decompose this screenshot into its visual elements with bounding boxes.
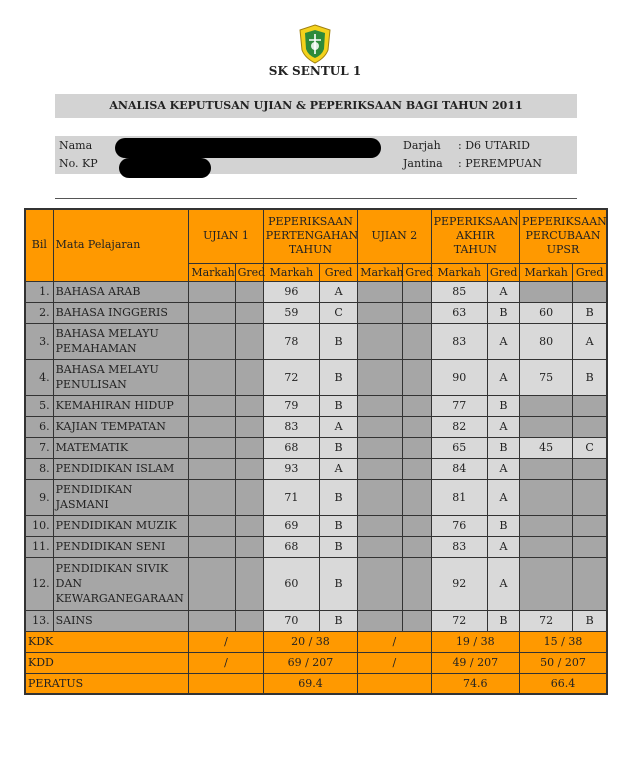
ujian1-markah-cell — [189, 359, 235, 395]
row-subject: MATEMATIK — [53, 437, 189, 458]
summary-row — [25, 652, 607, 673]
summary-ujian1: / — [189, 631, 263, 652]
akhir-markah: 81 — [431, 479, 487, 515]
row-bil: 12. — [25, 557, 53, 610]
summary-percubaan: 15 / 38 — [520, 631, 607, 652]
ujian2-gred-cell — [403, 416, 431, 437]
subheader-gred: Gred — [403, 263, 431, 281]
table-row — [25, 395, 607, 416]
summary-ujian2: / — [358, 631, 431, 652]
percubaan-markah — [520, 479, 573, 515]
summary-row — [25, 673, 607, 694]
ujian1-markah-cell — [189, 515, 235, 536]
ujian2-gred-cell — [403, 302, 431, 323]
redacted-name — [115, 138, 381, 158]
pertengahan-gred: A — [320, 281, 358, 302]
nama-label: Nama — [59, 139, 93, 152]
ujian2-gred-cell — [403, 323, 431, 359]
ujian1-gred-cell — [235, 610, 263, 631]
row-subject: KAJIAN TEMPATAN — [53, 416, 189, 437]
akhir-markah: 90 — [431, 359, 487, 395]
percubaan-gred: C — [573, 437, 607, 458]
pertengahan-gred: B — [320, 515, 358, 536]
percubaan-gred: A — [573, 323, 607, 359]
ujian1-gred-cell — [235, 437, 263, 458]
akhir-gred: A — [487, 416, 519, 437]
pertengahan-markah: 72 — [263, 359, 319, 395]
row-subject: BAHASA MELAYU PENULISAN — [53, 359, 189, 395]
table-row — [25, 302, 607, 323]
ujian2-markah-cell — [358, 479, 403, 515]
results-table — [24, 208, 608, 695]
table-row — [25, 323, 607, 359]
ujian1-gred-cell — [235, 557, 263, 610]
subheader-markah: Markah — [189, 263, 235, 281]
header-akhir: PEPERIKSAAN AKHIR TAHUN — [431, 209, 519, 263]
ujian2-markah-cell — [358, 416, 403, 437]
pertengahan-gred: B — [320, 437, 358, 458]
ujian1-markah-cell — [189, 557, 235, 610]
ujian2-gred-cell — [403, 610, 431, 631]
ujian1-markah-cell — [189, 395, 235, 416]
row-subject: BAHASA ARAB — [53, 281, 189, 302]
table-row — [25, 557, 607, 610]
ujian2-markah-cell — [358, 323, 403, 359]
row-bil: 4. — [25, 359, 53, 395]
pertengahan-gred: B — [320, 536, 358, 557]
akhir-markah: 65 — [431, 437, 487, 458]
percubaan-markah — [520, 557, 573, 610]
akhir-gred: A — [487, 536, 519, 557]
percubaan-markah — [520, 416, 573, 437]
subheader-gred: Gred — [487, 263, 519, 281]
akhir-gred: A — [487, 557, 519, 610]
subheader-markah: Markah — [263, 263, 319, 281]
summary-label: KDD — [25, 652, 189, 673]
darjah-value: : D6 UTARID — [458, 139, 530, 152]
ujian2-markah-cell — [358, 302, 403, 323]
ujian2-markah-cell — [358, 610, 403, 631]
summary-ujian1: / — [189, 652, 263, 673]
ujian1-markah-cell — [189, 437, 235, 458]
school-name: SK SENTUL 1 — [268, 64, 362, 78]
ujian1-gred-cell — [235, 479, 263, 515]
ujian1-markah-cell — [189, 302, 235, 323]
row-bil: 1. — [25, 281, 53, 302]
akhir-markah: 85 — [431, 281, 487, 302]
ujian2-gred-cell — [403, 395, 431, 416]
akhir-gred: A — [487, 458, 519, 479]
ujian1-markah-cell — [189, 416, 235, 437]
pertengahan-markah: 93 — [263, 458, 319, 479]
pertengahan-markah: 83 — [263, 416, 319, 437]
summary-percubaan: 50 / 207 — [520, 652, 607, 673]
summary-pertengahan: 20 / 38 — [263, 631, 357, 652]
school-crest-logo — [298, 24, 332, 64]
summary-ujian1 — [189, 673, 263, 694]
ujian1-gred-cell — [235, 395, 263, 416]
pertengahan-markah: 68 — [263, 536, 319, 557]
row-bil: 5. — [25, 395, 53, 416]
pertengahan-markah: 69 — [263, 515, 319, 536]
percubaan-markah — [520, 395, 573, 416]
subheader-gred: Gred — [573, 263, 607, 281]
summary-pertengahan: 69 / 207 — [263, 652, 357, 673]
percubaan-markah: 75 — [520, 359, 573, 395]
row-subject: BAHASA MELAYU PEMAHAMAN — [53, 323, 189, 359]
ujian1-markah-cell — [189, 536, 235, 557]
pertengahan-markah: 60 — [263, 557, 319, 610]
akhir-gred: B — [487, 302, 519, 323]
ujian2-gred-cell — [403, 359, 431, 395]
percubaan-markah — [520, 515, 573, 536]
row-bil: 13. — [25, 610, 53, 631]
header-ujian1: UJIAN 1 — [189, 209, 263, 263]
row-bil: 9. — [25, 479, 53, 515]
ujian1-gred-cell — [235, 281, 263, 302]
row-subject: PENDIDIKAN MUZIK — [53, 515, 189, 536]
pertengahan-markah: 68 — [263, 437, 319, 458]
header-percubaan: PEPERIKSAAN PERCUBAAN UPSR — [520, 209, 607, 263]
ujian1-markah-cell — [189, 323, 235, 359]
table-row — [25, 610, 607, 631]
ujian1-gred-cell — [235, 458, 263, 479]
student-info — [55, 136, 577, 174]
table-row — [25, 437, 607, 458]
akhir-markah: 76 — [431, 515, 487, 536]
ujian1-markah-cell — [189, 610, 235, 631]
row-subject: PENDIDIKAN SIVIK DAN KEWARGANEGARAAN — [53, 557, 189, 610]
ujian2-markah-cell — [358, 437, 403, 458]
ujian1-gred-cell — [235, 302, 263, 323]
akhir-gred: B — [487, 437, 519, 458]
akhir-markah: 84 — [431, 458, 487, 479]
header-bil: Bil — [25, 209, 53, 281]
row-subject: BAHASA INGGERIS — [53, 302, 189, 323]
table-row — [25, 536, 607, 557]
table-row — [25, 359, 607, 395]
percubaan-gred — [573, 281, 607, 302]
nokp-label: No. KP — [59, 157, 98, 170]
row-bil: 3. — [25, 323, 53, 359]
darjah-label: Darjah — [403, 139, 441, 152]
akhir-markah: 72 — [431, 610, 487, 631]
percubaan-markah — [520, 281, 573, 302]
akhir-markah: 82 — [431, 416, 487, 437]
ujian1-gred-cell — [235, 323, 263, 359]
subheader-gred: Gred — [320, 263, 358, 281]
row-bil: 7. — [25, 437, 53, 458]
akhir-gred: B — [487, 515, 519, 536]
pertengahan-gred: A — [320, 458, 358, 479]
summary-row — [25, 631, 607, 652]
summary-ujian2 — [358, 673, 431, 694]
pertengahan-gred: B — [320, 395, 358, 416]
table-row — [25, 416, 607, 437]
percubaan-gred — [573, 557, 607, 610]
row-bil: 2. — [25, 302, 53, 323]
percubaan-gred — [573, 479, 607, 515]
ujian2-markah-cell — [358, 281, 403, 302]
table-row — [25, 458, 607, 479]
subheader-markah: Markah — [520, 263, 573, 281]
ujian2-markah-cell — [358, 557, 403, 610]
pertengahan-gred: B — [320, 323, 358, 359]
ujian2-gred-cell — [403, 515, 431, 536]
ujian2-gred-cell — [403, 557, 431, 610]
row-subject: KEMAHIRAN HIDUP — [53, 395, 189, 416]
summary-akhir: 19 / 38 — [431, 631, 519, 652]
akhir-gred: B — [487, 395, 519, 416]
summary-akhir: 74.6 — [431, 673, 519, 694]
percubaan-gred — [573, 395, 607, 416]
ujian1-gred-cell — [235, 359, 263, 395]
row-bil: 10. — [25, 515, 53, 536]
table-row — [25, 479, 607, 515]
jantina-label: Jantina — [403, 157, 443, 170]
pertengahan-markah: 96 — [263, 281, 319, 302]
ujian2-markah-cell — [358, 536, 403, 557]
summary-pertengahan: 69.4 — [263, 673, 357, 694]
ujian2-gred-cell — [403, 281, 431, 302]
percubaan-markah: 80 — [520, 323, 573, 359]
pertengahan-markah: 78 — [263, 323, 319, 359]
akhir-gred: A — [487, 359, 519, 395]
percubaan-gred — [573, 515, 607, 536]
akhir-gred: A — [487, 479, 519, 515]
akhir-markah: 77 — [431, 395, 487, 416]
row-bil: 6. — [25, 416, 53, 437]
summary-label: PERATUS — [25, 673, 189, 694]
row-subject: PENDIDIKAN ISLAM — [53, 458, 189, 479]
percubaan-gred — [573, 536, 607, 557]
ujian1-markah-cell — [189, 281, 235, 302]
akhir-markah: 92 — [431, 557, 487, 610]
row-bil: 11. — [25, 536, 53, 557]
ujian1-markah-cell — [189, 479, 235, 515]
percubaan-markah: 60 — [520, 302, 573, 323]
akhir-gred: A — [487, 281, 519, 302]
summary-akhir: 49 / 207 — [431, 652, 519, 673]
pertengahan-gred: B — [320, 557, 358, 610]
header-pertengahan: PEPERIKSAAN PERTENGAHAN TAHUN — [263, 209, 357, 263]
pertengahan-gred: B — [320, 479, 358, 515]
percubaan-gred: B — [573, 610, 607, 631]
ujian2-markah-cell — [358, 515, 403, 536]
percubaan-gred: B — [573, 359, 607, 395]
subheader-markah: Markah — [431, 263, 487, 281]
jantina-value: : PEREMPUAN — [458, 157, 542, 170]
subheader-markah: Markah — [358, 263, 403, 281]
akhir-markah: 83 — [431, 536, 487, 557]
summary-label: KDK — [25, 631, 189, 652]
row-bil: 8. — [25, 458, 53, 479]
percubaan-markah: 45 — [520, 437, 573, 458]
ujian2-gred-cell — [403, 458, 431, 479]
pertengahan-markah: 79 — [263, 395, 319, 416]
ujian1-gred-cell — [235, 515, 263, 536]
akhir-gred: A — [487, 323, 519, 359]
percubaan-gred — [573, 458, 607, 479]
pertengahan-gred: B — [320, 610, 358, 631]
ujian2-gred-cell — [403, 479, 431, 515]
akhir-markah: 83 — [431, 323, 487, 359]
ujian2-markah-cell — [358, 395, 403, 416]
header-mata-pelajaran: Mata Pelajaran — [53, 209, 189, 281]
row-subject: PENDIDIKAN JASMANI — [53, 479, 189, 515]
ujian1-gred-cell — [235, 536, 263, 557]
redacted-id — [119, 158, 211, 178]
summary-ujian2: / — [358, 652, 431, 673]
akhir-markah: 63 — [431, 302, 487, 323]
subheader-gred: Gred — [235, 263, 263, 281]
ujian2-gred-cell — [403, 536, 431, 557]
pertengahan-gred: B — [320, 359, 358, 395]
header-ujian2: UJIAN 2 — [358, 209, 431, 263]
row-subject: SAINS — [53, 610, 189, 631]
pertengahan-markah: 59 — [263, 302, 319, 323]
ujian2-markah-cell — [358, 458, 403, 479]
ujian2-markah-cell — [358, 359, 403, 395]
report-title: ANALISA KEPUTUSAN UJIAN & PEPERIKSAAN BAGI TAHUN 2011 — [55, 94, 577, 118]
percubaan-gred: B — [573, 302, 607, 323]
percubaan-gred — [573, 416, 607, 437]
summary-percubaan: 66.4 — [520, 673, 607, 694]
percubaan-markah: 72 — [520, 610, 573, 631]
ujian1-gred-cell — [235, 416, 263, 437]
akhir-gred: B — [487, 610, 519, 631]
row-subject: PENDIDIKAN SENI — [53, 536, 189, 557]
pertengahan-gred: A — [320, 416, 358, 437]
pertengahan-markah: 70 — [263, 610, 319, 631]
pertengahan-markah: 71 — [263, 479, 319, 515]
percubaan-markah — [520, 458, 573, 479]
ujian2-gred-cell — [403, 437, 431, 458]
ujian1-markah-cell — [189, 458, 235, 479]
pertengahan-gred: C — [320, 302, 358, 323]
table-row — [25, 281, 607, 302]
divider-line — [55, 198, 577, 199]
percubaan-markah — [520, 536, 573, 557]
table-row — [25, 515, 607, 536]
